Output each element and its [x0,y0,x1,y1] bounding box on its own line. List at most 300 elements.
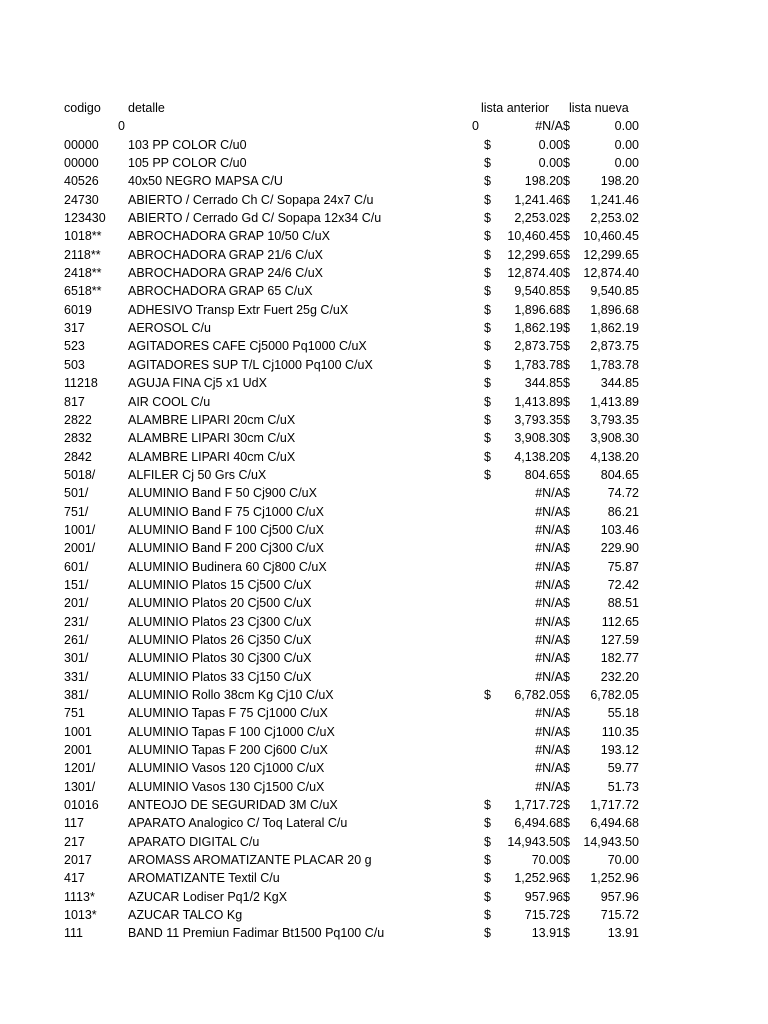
nueva-currency-sign: $ [563,266,570,281]
table-row [0,594,768,612]
detalle-cell: ALUMINIO Band F 100 Cj500 C/uX [128,522,324,537]
anterior-price-cell: 2,253.02 [514,211,563,226]
nueva-currency-sign: $ [563,596,570,611]
nueva-price-cell: 86.21 [607,504,639,519]
zero-row [0,117,768,135]
anterior-price-cell: #N/A [535,706,563,721]
codigo-cell: 6518** [64,284,102,299]
detalle-cell: APARATO DIGITAL C/u [128,834,260,849]
anterior-currency-sign: $ [484,394,491,409]
anterior-price-cell: 1,252.96 [514,871,563,886]
nueva-currency-sign: $ [563,889,570,904]
nueva-price-cell: 1,413.89 [590,394,639,409]
nueva-price-cell: 74.72 [607,486,639,501]
nueva-currency-sign: $ [563,871,570,886]
nueva-currency-sign: $ [563,926,570,941]
table-row [0,778,768,796]
table-row [0,814,768,832]
nueva-price-cell: 4,138.20 [590,449,639,464]
detalle-cell: AGITADORES SUP T/L Cj1000 Pq100 C/uX [128,357,373,372]
table-row [0,209,768,227]
anterior-price-cell: #N/A [535,486,563,501]
table-row [0,759,768,777]
codigo-cell: 331/ [64,669,89,684]
table-row [0,484,768,502]
anterior-currency-sign: $ [484,908,491,923]
anterior-price-cell: 1,717.72 [514,798,563,813]
table-row [0,172,768,190]
nueva-price-cell: 1,717.72 [590,798,639,813]
codigo-cell: 117 [64,816,84,831]
table-row [0,704,768,722]
anterior-price-cell: 13.91 [531,926,563,941]
nueva-price-cell: 957.96 [600,889,639,904]
table-row [0,337,768,355]
table-row [0,649,768,667]
detalle-cell: 105 PP COLOR C/u0 [128,156,247,171]
nueva-price-cell: 2,253.02 [590,211,639,226]
detalle-cell: ABIERTO / Cerrado Ch C/ Sopapa 24x7 C/u [128,192,374,207]
detalle-cell: APARATO Analogico C/ Toq Lateral C/u [128,816,348,831]
table-row [0,393,768,411]
zero-anterior-value: #N/A [535,119,563,134]
codigo-cell: 6019 [64,302,92,317]
detalle-cell: AROMATIZANTE Textil C/u [128,871,280,886]
detalle-cell: ALUMINIO Vasos 120 Cj1000 C/uX [128,761,325,776]
detalle-cell: ALUMINIO Band F 75 Cj1000 C/uX [128,504,324,519]
anterior-currency-sign: $ [484,816,491,831]
table-row [0,319,768,337]
codigo-cell: 261/ [64,632,89,647]
detalle-cell: ALUMINIO Platos 33 Cj150 C/uX [128,669,312,684]
codigo-cell: 2832 [64,431,92,446]
table-row [0,227,768,245]
codigo-cell: 381/ [64,688,89,702]
detalle-cell: ALUMINIO Platos 30 Cj300 C/uX [128,651,312,666]
anterior-price-cell: 10,460.45 [507,229,563,244]
detalle-cell: ABIERTO / Cerrado Gd C/ Sopapa 12x34 C/u [128,211,382,226]
nueva-price-cell: 6,782.05 [590,688,639,702]
anterior-price-cell: 6,494.68 [514,816,563,831]
anterior-currency-sign: $ [484,156,491,171]
nueva-currency-sign: $ [563,192,570,207]
anterior-price-cell: 198.20 [524,174,563,189]
anterior-price-cell: #N/A [535,724,563,739]
table-row [0,723,768,741]
nueva-currency-sign: $ [563,834,570,849]
anterior-price-cell: 3,908.30 [514,431,563,446]
anterior-price-cell: 344.85 [524,376,563,391]
codigo-cell: 317 [64,321,85,336]
nueva-price-cell: 14,943.50 [583,834,639,849]
nueva-currency-sign: $ [563,174,570,189]
detalle-cell: ALUMINIO Band F 50 Cj900 C/uX [128,486,317,501]
codigo-cell: 2418** [64,266,102,281]
anterior-currency-sign: $ [484,834,491,849]
nueva-currency-sign: $ [563,669,570,684]
detalle-cell: ALUMINIO Rollo 38cm Kg Cj10 C/uX [128,688,334,702]
nueva-currency-sign: $ [563,761,570,776]
codigo-cell: 817 [64,394,85,409]
nueva-price-cell: 6,494.68 [590,816,639,831]
table-row [0,833,768,851]
nueva-price-cell: 88.51 [607,596,639,611]
codigo-cell: 2842 [64,449,92,464]
nueva-currency-sign: $ [563,302,570,317]
zero-anterior: 0 [472,119,479,134]
detalle-cell: AIR COOL C/u [128,394,211,409]
anterior-price-cell: #N/A [535,541,563,556]
nueva-currency-sign: $ [563,614,570,629]
codigo-cell: 00000 [64,137,99,152]
anterior-currency-sign: $ [484,192,491,207]
detalle-cell: AEROSOL C/u [128,321,211,336]
header-detalle: detalle [128,101,165,115]
detalle-cell: 40x50 NEGRO MAPSA C/U [128,174,283,189]
nueva-price-cell: 3,908.30 [590,431,639,446]
codigo-cell: 1201/ [64,761,96,776]
detalle-cell: AGITADORES CAFE Cj5000 Pq1000 C/uX [128,339,367,354]
table-row [0,521,768,539]
codigo-cell: 11218 [64,376,98,391]
table-row [0,576,768,594]
detalle-cell: ALUMINIO Tapas F 75 Cj1000 C/uX [128,706,328,721]
nueva-price-cell: 3,793.35 [590,412,639,427]
detalle-cell: ALUMINIO Platos 15 Cj500 C/uX [128,577,312,592]
nueva-price-cell: 70.00 [607,853,639,868]
detalle-cell: AZUCAR Lodiser Pq1/2 KgX [128,889,288,904]
nueva-price-cell: 804.65 [600,467,639,482]
codigo-cell: 1113* [64,889,95,904]
nueva-price-cell: 13.91 [607,926,639,941]
detalle-cell: ALUMINIO Platos 26 Cj350 C/uX [128,632,312,647]
header-lista-nueva: lista nueva [569,101,629,115]
codigo-cell: 1001 [64,724,92,739]
anterior-price-cell: 2,873.75 [514,339,563,354]
anterior-currency-sign: $ [484,266,491,281]
table-row [0,448,768,466]
nueva-price-cell: 193.12 [600,743,639,758]
anterior-currency-sign: $ [484,137,491,152]
anterior-price-cell: #N/A [535,632,563,647]
codigo-cell: 201/ [64,596,89,611]
nueva-price-cell: 75.87 [607,559,639,574]
nueva-price-cell: 344.85 [600,376,639,391]
codigo-cell: 111 [64,926,84,941]
codigo-cell: 1001/ [64,522,96,537]
anterior-currency-sign: $ [484,339,491,354]
table-row [0,869,768,887]
table-row [0,613,768,631]
anterior-price-cell: #N/A [535,559,563,574]
anterior-price-cell: #N/A [535,651,563,666]
nueva-price-cell: 127.59 [600,632,639,647]
codigo-cell: 301/ [64,651,89,666]
anterior-price-cell: 1,241.46 [514,192,563,207]
anterior-currency-sign: $ [484,174,491,189]
anterior-currency-sign: $ [484,871,491,886]
detalle-cell: ABROCHADORA GRAP 10/50 C/uX [128,229,330,244]
nueva-price-cell: 1,896.68 [590,302,639,317]
codigo-cell: 1018** [64,229,102,244]
detalle-cell: ABROCHADORA GRAP 21/6 C/uX [128,247,323,262]
nueva-currency-sign: $ [563,816,570,831]
anterior-price-cell: 4,138.20 [514,449,563,464]
table-row [0,906,768,924]
nueva-currency-sign: $ [563,779,570,794]
nueva-price-cell: 12,874.40 [583,266,639,281]
detalle-cell: ALUMINIO Budinera 60 Cj800 C/uX [128,559,327,574]
nueva-currency-sign: $ [563,908,570,923]
detalle-cell: ALFILER Cj 50 Grs C/uX [128,467,267,482]
table-row [0,282,768,300]
codigo-cell: 01016 [64,798,99,813]
table-row [0,539,768,557]
nueva-price-cell: 112.65 [601,614,639,629]
anterior-price-cell: #N/A [535,669,563,684]
codigo-cell: 2001/ [64,541,96,556]
nueva-price-cell: 2,873.75 [590,339,639,354]
table-row [0,429,768,447]
codigo-cell: 123430 [64,211,106,226]
table-row [0,356,768,374]
nueva-price-cell: 1,252.96 [590,871,639,886]
anterior-price-cell: #N/A [535,522,563,537]
nueva-price-cell: 103.46 [600,522,639,537]
nueva-currency-sign: $ [563,321,570,336]
codigo-cell: 501/ [64,486,89,501]
nueva-currency-sign: $ [563,743,570,758]
nueva-price-cell: 10,460.45 [583,229,639,244]
codigo-cell: 1301/ [64,779,96,794]
detalle-cell: AZUCAR TALCO Kg [128,908,243,923]
anterior-price-cell: #N/A [535,596,563,611]
detalle-cell: 103 PP COLOR C/u0 [128,137,247,152]
detalle-cell: ANTEOJO DE SEGURIDAD 3M C/uX [128,798,338,813]
nueva-price-cell: 1,783.78 [590,357,639,372]
anterior-price-cell: 70.00 [531,853,563,868]
nueva-currency-sign: $ [563,577,570,592]
nueva-currency-sign: $ [563,504,570,519]
header-codigo: codigo [64,101,101,115]
anterior-price-cell: #N/A [535,614,563,629]
nueva-price-cell: 1,862.19 [590,321,639,336]
anterior-price-cell: 12,299.65 [507,247,563,262]
nueva-currency-sign: $ [563,449,570,464]
table-row [0,503,768,521]
table-row [0,136,768,154]
anterior-currency-sign: $ [484,688,491,702]
anterior-currency-sign: $ [484,376,491,391]
anterior-currency-sign: $ [484,431,491,446]
anterior-price-cell: 9,540.85 [514,284,563,299]
nueva-currency-sign: $ [563,137,570,152]
detalle-cell: AGUJA FINA Cj5 x1 UdX [128,376,267,391]
nueva-price-cell: 232.20 [600,669,639,684]
codigo-cell: 601/ [64,559,89,574]
anterior-price-cell: 1,783.78 [514,357,563,372]
detalle-cell: ALUMINIO Band F 200 Cj300 C/uX [128,541,324,556]
anterior-currency-sign: $ [484,889,491,904]
nueva-price-cell: 55.18 [607,706,639,721]
anterior-price-cell: 0.00 [538,156,563,171]
nueva-currency-sign: $ [563,724,570,739]
detalle-cell: ALAMBRE LIPARI 30cm C/uX [128,431,296,446]
codigo-cell: 523 [64,339,85,354]
nueva-currency-sign: $ [563,559,570,574]
nueva-currency-sign: $ [563,284,570,299]
header-row [0,99,768,117]
anterior-price-cell: 715.72 [524,908,563,923]
codigo-cell: 751/ [64,504,89,519]
nueva-currency-sign: $ [563,339,570,354]
table-row [0,686,768,704]
nueva-currency-sign: $ [563,357,570,372]
header-lista-anterior: lista anterior [481,101,550,115]
codigo-cell: 2822 [64,412,92,427]
anterior-currency-sign: $ [484,357,491,372]
nueva-price-cell: 110.35 [601,724,639,739]
table-row [0,796,768,814]
nueva-currency-sign: $ [563,541,570,556]
table-row [0,631,768,649]
nueva-price-cell: 715.72 [600,908,639,923]
nueva-price-cell: 9,540.85 [590,284,639,299]
nueva-currency-sign: $ [563,853,570,868]
detalle-cell: ABROCHADORA GRAP 24/6 C/uX [128,266,323,281]
detalle-cell: AROMASS AROMATIZANTE PLACAR 20 g [128,853,372,868]
nueva-currency-sign: $ [563,706,570,721]
table-row [0,558,768,576]
table-row [0,741,768,759]
price-list-sheet [0,99,768,943]
nueva-price-cell: 12,299.65 [583,247,639,262]
codigo-cell: 00000 [64,156,99,171]
detalle-cell: ABROCHADORA GRAP 65 C/uX [128,284,313,299]
table-row [0,246,768,264]
detalle-cell: ALUMINIO Tapas F 200 Cj600 C/uX [128,743,328,758]
detalle-cell: ALUMINIO Platos 20 Cj500 C/uX [128,596,312,611]
codigo-cell: 2118** [64,247,101,262]
nueva-price-cell: 198.20 [600,174,639,189]
detalle-cell: ALUMINIO Vasos 130 Cj1500 C/uX [128,779,325,794]
table-row [0,924,768,942]
zero-nueva: 0.00 [614,119,639,134]
codigo-cell: 1013* [64,908,97,923]
table-row [0,264,768,282]
anterior-currency-sign: $ [484,467,491,482]
anterior-price-cell: #N/A [535,779,563,794]
codigo-cell: 231/ [64,614,89,629]
detalle-cell: ALUMINIO Tapas F 100 Cj1000 C/uX [128,724,335,739]
table-row [0,466,768,484]
anterior-price-cell: 1,413.89 [514,394,563,409]
zero-codigo: 0 [118,119,125,134]
codigo-cell: 503 [64,357,85,372]
table-row [0,888,768,906]
anterior-currency-sign: $ [484,229,491,244]
table-row [0,301,768,319]
anterior-currency-sign: $ [484,321,491,336]
nueva-currency-sign: $ [563,688,570,702]
anterior-price-cell: 1,896.68 [514,302,563,317]
codigo-cell: 2017 [64,853,92,868]
nueva-currency-sign: $ [563,394,570,409]
anterior-price-cell: 14,943.50 [507,834,563,849]
nueva-price-cell: 59.77 [607,761,639,776]
nueva-currency-sign: $ [563,798,570,813]
zero-nueva-sign: $ [563,119,570,134]
codigo-cell: 40526 [64,174,99,189]
table-row [0,411,768,429]
nueva-price-cell: 229.90 [600,541,639,556]
anterior-price-cell: #N/A [535,504,563,519]
nueva-currency-sign: $ [563,376,570,391]
nueva-currency-sign: $ [563,156,570,171]
nueva-price-cell: 182.77 [600,651,639,666]
table-row [0,191,768,209]
codigo-cell: 417 [64,871,85,886]
nueva-currency-sign: $ [563,522,570,537]
nueva-price-cell: 1,241.46 [590,192,639,207]
codigo-cell: 24730 [64,192,99,207]
codigo-cell: 217 [64,834,85,849]
nueva-currency-sign: $ [563,431,570,446]
anterior-price-cell: 12,874.40 [507,266,563,281]
codigo-cell: 751 [64,706,85,721]
anterior-price-cell: 3,793.35 [514,412,563,427]
anterior-currency-sign: $ [484,853,491,868]
nueva-currency-sign: $ [563,467,570,482]
anterior-currency-sign: $ [484,247,491,262]
nueva-currency-sign: $ [563,211,570,226]
anterior-price-cell: 1,862.19 [514,321,563,336]
nueva-price-cell: 72.42 [607,577,639,592]
detalle-cell: ALAMBRE LIPARI 40cm C/uX [128,449,296,464]
nueva-price-cell: 51.73 [607,779,639,794]
table-row [0,154,768,172]
detalle-cell: ALAMBRE LIPARI 20cm C/uX [128,412,296,427]
anterior-currency-sign: $ [484,412,491,427]
nueva-currency-sign: $ [563,229,570,244]
nueva-currency-sign: $ [563,632,570,647]
codigo-cell: 151/ [64,577,89,592]
price-rows [0,136,768,943]
table-row [0,668,768,686]
anterior-price-cell: 804.65 [524,467,563,482]
anterior-price-cell: 957.96 [524,889,563,904]
anterior-price-cell: #N/A [535,743,563,758]
nueva-currency-sign: $ [563,412,570,427]
anterior-price-cell: 6,782.05 [514,688,563,702]
detalle-cell: ADHESIVO Transp Extr Fuert 25g C/uX [128,302,349,317]
anterior-currency-sign: $ [484,798,491,813]
nueva-currency-sign: $ [563,247,570,262]
codigo-cell: 5018/ [64,467,96,482]
anterior-currency-sign: $ [484,302,491,317]
detalle-cell: BAND 11 Premiun Fadimar Bt1500 Pq100 C/u [128,926,385,941]
nueva-price-cell: 0.00 [614,156,639,171]
codigo-cell: 2001 [64,743,92,758]
anterior-price-cell: #N/A [535,577,563,592]
anterior-currency-sign: $ [484,211,491,226]
table-row [0,851,768,869]
nueva-currency-sign: $ [563,486,570,501]
anterior-price-cell: #N/A [535,761,563,776]
anterior-currency-sign: $ [484,926,491,941]
table-row [0,374,768,392]
nueva-currency-sign: $ [563,651,570,666]
